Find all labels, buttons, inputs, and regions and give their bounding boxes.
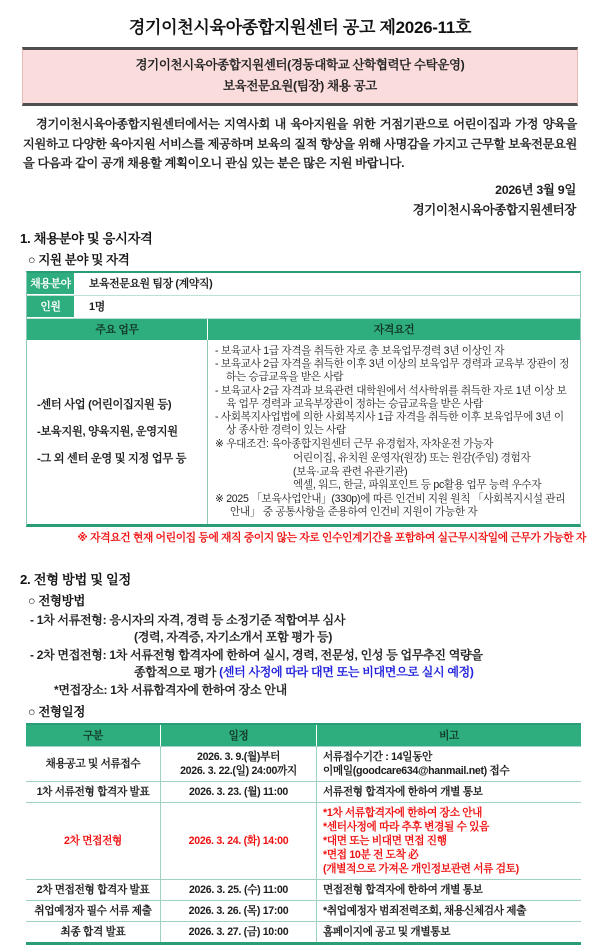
remark-line: 서류접수기간 : 14일동안 [323, 751, 433, 764]
recruitment-table [26, 271, 581, 527]
remark-line: *면접 10분 전 도착 必 [323, 849, 419, 862]
category-cell: 최종 합격 발표 [60, 926, 126, 939]
table-body-row [27, 340, 580, 524]
qualification-item: - 사회복지사업법에 의한 사회복지사 1급 자격을 취득한 이후 보육업무에 3년 이상 종사한 경력이 있는 사람 [215, 411, 564, 437]
date-cell: 2026. 3. 24. (화) 14:00 [160, 803, 316, 879]
qualifications-cell [207, 340, 580, 524]
headcount-label-cell: 인원 [27, 296, 75, 318]
section1-heading: 1. 채용분야 및 응시자격 [20, 230, 153, 246]
date-cell: 2026. 3. 25. (수) 11:00 [160, 880, 316, 900]
schedule-subheading: ○ 전형일정 [28, 705, 86, 720]
remarks-cell: *취업예정자 범죄전력조회, 채용신체검사 제출 [316, 901, 581, 921]
table-row [26, 782, 581, 803]
notice-header-box [22, 47, 578, 106]
intro-paragraph: 경기이천시육아종합지원센터에서는 지역사회 내 육아지원을 위한 거점기관으로 어린이집과 가정 양육을 지원하고 다양한 육아지원 서비스를 제공하며 보육의 질적 향상을 위해 사명감을 가지고 근무할 보육전문요원을 다음과 같이 공개 채용할 계획이오니 관심 있는 분은 많은 지원 바랍니다. [23, 117, 577, 170]
page-title: 경기이천시육아종합지원센터 공고 제2026-11호 [128, 18, 472, 37]
notice-position-line: 보육전문요원(팀장) 채용 공고 [223, 79, 377, 93]
qualification-item: - 보육교사 2급 자격과 보육관련 대학원에서 석사학위를 취득한 자로 1년 이상 보육 업무 경력과 교육부장관이 정하는 승급교육을 받은 사람 [215, 384, 567, 410]
remarks-cell: 홈페이지에 공고 및 개별통보 [316, 922, 581, 942]
duties-header-cell: 주요 업무 [27, 319, 207, 340]
method-line-4-text: 종합적으로 평가 [134, 665, 220, 680]
duty-item: -보육지원, 양육지원, 운영지원 [37, 425, 178, 438]
method-line-5: *면접장소: 1차 서류합격자에 한하여 장소 안내 [54, 682, 287, 697]
qualification-item: - 보육교사 2급 자격을 취득한 이후 3년 이상의 보육업무 경력과 교육부 장관이 정하는 승급교육을 받은 사람 [215, 358, 570, 384]
table-header-row [27, 319, 580, 340]
remarks-header-cell: 비고 [316, 725, 581, 746]
duties-cell [27, 340, 207, 524]
date-line: 2026. 3. 22.(일) 24:00까지 [180, 765, 297, 778]
category-header-cell: 구분 [26, 725, 160, 746]
table-row [27, 273, 580, 296]
qualification-item: ※ 우대조건: 육아종합지원센터 근무 유경험자, 자차운전 가능자 [215, 438, 494, 451]
table-row [27, 296, 580, 319]
remark-line: *대면 또는 비대면 면접 진행 [323, 835, 447, 848]
section2-heading: 2. 전형 방법 및 일정 [20, 571, 131, 587]
schedule-header-row [26, 725, 581, 747]
section1-subheading: ○ 지원 분야 및 자격 [28, 252, 130, 267]
remarks-cell: 서류전형 합격자에 한하여 개별 통보 [316, 782, 581, 802]
table-row-interview [26, 803, 581, 880]
date-line: 2026. 3. 9.(월)부터 [196, 751, 281, 764]
qualification-item: - 보육교사 1급 자격을 취득한 자로 총 보육업무경력 3년 이상인 자 [215, 344, 505, 357]
category-cell: 2차 면접전형 [64, 835, 122, 848]
field-value-cell: 보육전문요원 팀장 (계약직) [89, 278, 213, 290]
qualification-item: 엑셀, 워드, 한글, 파워포인트 등 pc활용 업무 능력 우수자 [293, 479, 542, 492]
category-cell: 취업예정자 필수 서류 제출 [34, 905, 152, 918]
table-row [26, 922, 581, 942]
method-line-4-blue-note: (센터 사정에 따라 대면 또는 비대면으로 실시 예정) [219, 665, 474, 680]
schedule-table [26, 723, 581, 945]
field-label-cell: 채용분야 [27, 273, 75, 295]
remarks-cell [316, 747, 581, 781]
headcount-value-cell: 1명 [89, 301, 105, 313]
remark-line: *1차 서류합격자에 한하여 장소 안내 [323, 807, 483, 820]
duty-item: -그 외 센터 운영 및 지정 업무 등 [37, 452, 187, 465]
method-line-3: - 2차 면접전형: 1차 서류전형 합격자에 한하여 실시, 경력, 전문성, 인성 등 업무추진 역량을 [30, 647, 483, 662]
method-subheading: ○ 전형방법 [28, 593, 86, 608]
remark-line: *센터사정에 따라 추후 변경될 수 있음 [323, 821, 490, 834]
method-line-2: (경력, 자격증, 자기소개서 포함 평가 등) [134, 630, 333, 645]
date-cell [160, 747, 316, 781]
qualification-item: 어린이집, 유치원 운영자(원장) 또는 원감(주임) 경험자 [293, 451, 531, 464]
notice-org-line: 경기이천시육아종합지원센터(경동대학교 산학협력단 수탁운영) [135, 58, 465, 72]
qualification-item: (보육·교육 관련 유관기관) [293, 465, 408, 478]
duty-item: -센터 사업 (어린이집지원 등) [37, 398, 172, 411]
date-cell: 2026. 3. 27. (금) 10:00 [160, 922, 316, 942]
category-cell: 1차 서류전형 합격자 발표 [36, 786, 150, 799]
signature-line: 경기이천시육아종합지원센터장 [412, 202, 576, 217]
category-cell: 채용공고 및 서류접수 [45, 758, 141, 771]
qualification-item: ※ 2025 「보육사업안내」(330p)에 따른 인건비 지원 원칙 「사회복지시설 관리안내」 중 공통사항을 준용하여 인건비 지원이 가능한 자 [215, 493, 566, 519]
date-header-cell: 일정 [160, 725, 316, 746]
remark-line: (개별적으로 가져온 개인정보관련 서류 검토) [323, 863, 519, 876]
table-row [26, 747, 581, 782]
remark-line: 이메일(goodcare634@hanmail.net) 접수 [323, 765, 510, 778]
qualification-restriction-note: ※ 자격요건 현재 어린이집 등에 재직 중이지 않는 자로 인수인계기간을 포함하여 실근무시작일에 근무가 가능한 자 [77, 531, 586, 544]
date-cell: 2026. 3. 23. (월) 11:00 [160, 782, 316, 802]
announcement-date: 2026년 3월 9일 [495, 182, 576, 197]
date-signature-block [0, 180, 576, 220]
method-line-1: - 1차 서류전형: 응시자의 자격, 경력 등 소정기준 적합여부 심사 [30, 612, 346, 627]
qualifications-header-cell: 자격요건 [207, 319, 580, 340]
remarks-cell: 면접전형 합격자에 한하여 개별 통보 [316, 880, 581, 900]
table-row [26, 901, 581, 922]
table-row [26, 880, 581, 901]
category-cell: 2차 면접전형 합격자 발표 [36, 884, 150, 897]
method-line-4 [134, 664, 600, 682]
date-cell: 2026. 3. 26. (목) 17:00 [160, 901, 316, 921]
